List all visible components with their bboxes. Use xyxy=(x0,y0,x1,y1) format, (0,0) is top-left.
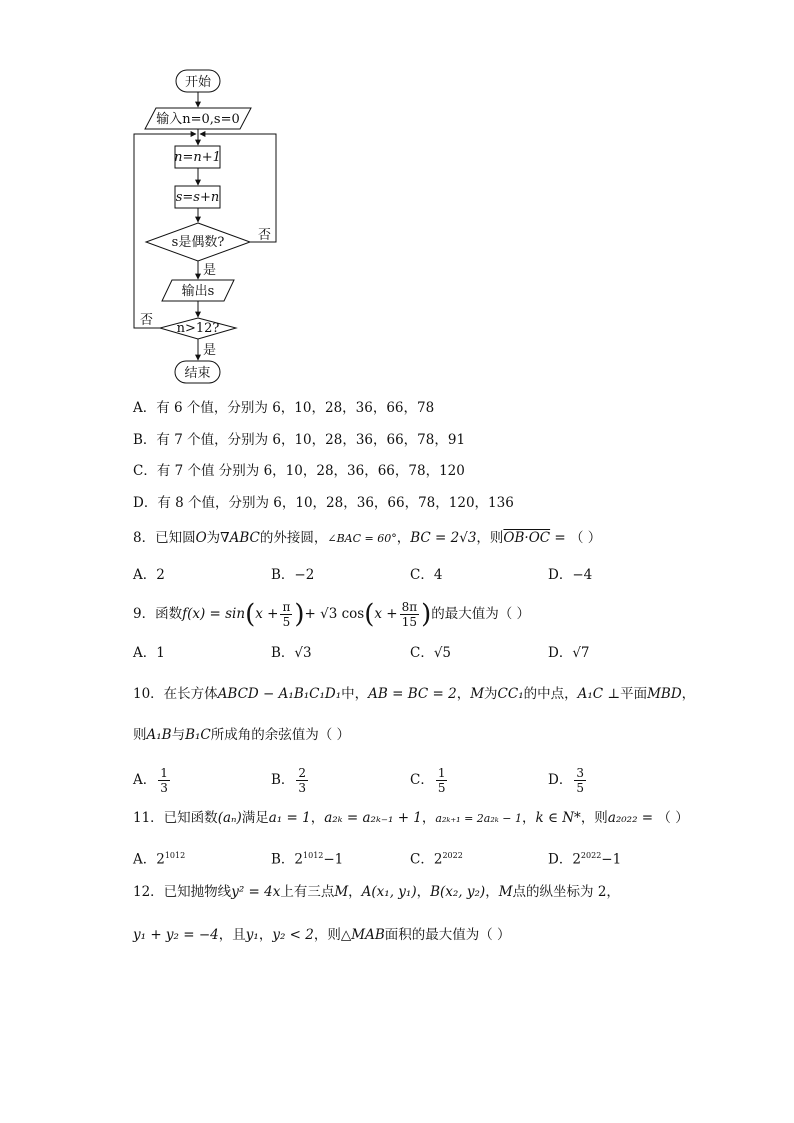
decision-even-label: s是偶数? xyxy=(171,235,225,250)
q9-frac-8pi15: $\frac{8\pi}{15}$ xyxy=(401,600,418,629)
q12-text-f: 面积的最大值为（ ） xyxy=(384,927,511,943)
q12-line2 xyxy=(133,925,511,945)
q8-text-b: 为 xyxy=(206,530,221,546)
q11-a2022: a₂₀₂₂ xyxy=(607,810,638,826)
q10-option-c: C． $\frac{1}{5}$ xyxy=(410,766,446,795)
q10-text-g: 则 xyxy=(133,727,147,743)
q11-sep3: ， xyxy=(521,810,536,826)
q8-tail: = （ ） xyxy=(550,530,602,546)
q12-sep2: ， xyxy=(416,884,431,900)
q10-line1 xyxy=(133,684,695,704)
q8-option-d: D．−4 xyxy=(548,567,593,583)
q9-number: 9． xyxy=(133,606,156,622)
q12-m: M xyxy=(334,884,349,900)
q12-sep4: ， xyxy=(258,927,273,943)
no-label-1: 否 xyxy=(258,228,272,243)
step-n-label: n=n+1 xyxy=(174,150,221,165)
q12-text-b: 上有三点 xyxy=(280,884,335,900)
q10-cc1: CC₁ xyxy=(497,686,524,702)
q9-option-c: C．√5 xyxy=(410,645,452,661)
q11-sep2: ， xyxy=(421,810,436,826)
output-label: 输出s xyxy=(181,284,215,299)
q10-text-b: 中， xyxy=(341,686,369,702)
q9-option-b: B．√3 xyxy=(271,645,312,661)
q8-sep: ， xyxy=(396,530,411,546)
q10-text-a: 10．在长方体 xyxy=(133,686,218,702)
q8-text-a: 已知圆 xyxy=(155,530,196,546)
q9-tail: 的最大值为（ ） xyxy=(431,606,531,622)
q12-sep1: ， xyxy=(348,884,362,900)
yes-label-2: 是 xyxy=(203,343,217,358)
q8-text-c: 的外接圆， xyxy=(259,530,328,546)
q11-a1: a₁ = 1 xyxy=(268,810,311,826)
q8-text-d: ，则 xyxy=(476,530,504,546)
q7-option-b: B．有 7 个值，分别为 6，10，28，36，66，78，91 xyxy=(133,432,466,448)
q10-text-f: ， xyxy=(681,686,696,702)
q9-x1: x + xyxy=(255,606,279,622)
q12-text-d: ，且 xyxy=(218,927,246,943)
q10-text-i: 所成角的余弦值为（ ） xyxy=(210,727,351,743)
q12-sep3: ， xyxy=(485,884,499,900)
q11-option-b: B．$2^{1012}-1$ xyxy=(271,851,344,868)
q12-point-b: B(x₂, y₂) xyxy=(430,884,486,900)
flowchart xyxy=(0,0,300,395)
q9-fx: f(x) = sin xyxy=(182,606,246,622)
q10-text-e: 平面 xyxy=(620,686,648,702)
q12-y2lt: y₂ < 2 xyxy=(272,927,314,943)
q10-a1c: A₁C ⊥ xyxy=(577,686,621,702)
q9-text-a: 函数 xyxy=(155,606,183,622)
q8-option-c: C．4 xyxy=(410,567,443,583)
q7-option-c: C．有 7 个值 分别为 6，10，28，36，66，78，120 xyxy=(133,463,465,479)
q11-option-c: C．$2^{2022}$ xyxy=(410,851,463,868)
q12-y1: y₁ xyxy=(245,927,259,943)
q11-option-a: A．$2^{1012}$ xyxy=(133,851,186,868)
q11-a2k1: a₂ₖ₊₁ = 2a₂ₖ − 1 xyxy=(435,812,522,825)
q7-option-d: D．有 8 个值，分别为 6，10，28，36，66，78，120，136 xyxy=(133,495,514,511)
q9-option-d: D．√7 xyxy=(548,645,590,661)
q11-an: (aₙ) xyxy=(217,810,242,826)
q12-text-c: 点的纵坐标为 2， xyxy=(512,884,620,900)
q8-angle: ∠BAC = 60° xyxy=(327,532,397,545)
q10-sep: ， xyxy=(456,686,471,702)
q7-option-a: A．有 6 个值，分别为 6，10，28，36，66，78 xyxy=(133,400,435,416)
q11-tail: = （ ） xyxy=(637,810,689,826)
q9-x2: x + xyxy=(374,606,398,622)
q10-a1b: A₁B xyxy=(146,727,172,743)
q12-sum: y₁ + y₂ = −4 xyxy=(133,927,219,943)
q12-text-e: ，则 xyxy=(313,927,341,943)
q12-text-a: 12．已知抛物线 xyxy=(133,884,232,900)
decision-n-label: n>12? xyxy=(176,321,220,336)
q11-sep1: ， xyxy=(310,810,325,826)
q8-bc: BC = 2√3 xyxy=(410,530,477,546)
input-label: 输入n=0,s=0 xyxy=(156,112,240,127)
q10-option-a: A． $\frac{1}{3}$ xyxy=(133,766,168,795)
q12-parabola: y² = 4x xyxy=(231,884,281,900)
q10-text-c: 为 xyxy=(484,686,498,702)
q10-mbd: MBD xyxy=(647,686,682,702)
q10-line2 xyxy=(133,725,350,745)
q11-option-d: D．$2^{2022}-1$ xyxy=(548,851,622,868)
q8-stem xyxy=(133,528,601,549)
q9-mid: + √3 cos xyxy=(304,606,365,622)
q9-frac-pi5: $\frac{\pi}{5}$ xyxy=(282,600,291,629)
q10-text-h: 与 xyxy=(171,727,186,743)
q10-text-d: 的中点， xyxy=(523,686,578,702)
q11-stem xyxy=(133,808,689,829)
q12-line1 xyxy=(133,882,620,902)
q8-dot-product: OB·OC xyxy=(503,530,551,546)
q11-text-c: ，则 xyxy=(580,810,608,826)
start-label: 开始 xyxy=(184,75,212,90)
q12-triangle: △MAB xyxy=(340,927,385,943)
q12-point-a: A(x₁, y₁) xyxy=(361,884,417,900)
q10-ab: AB = BC = 2 xyxy=(368,686,457,702)
q8-number: 8． xyxy=(133,530,156,546)
yes-label-1: 是 xyxy=(203,263,217,278)
end-label: 结束 xyxy=(184,366,211,381)
q8-circle-o: O xyxy=(195,530,207,546)
q10-option-b: B． $\frac{2}{3}$ xyxy=(271,766,307,795)
q10-m: M xyxy=(470,686,485,702)
q11-text-a: 11．已知函数 xyxy=(133,810,218,826)
step-s-label: s=s+n xyxy=(175,190,220,205)
q11-a2k: a₂ₖ = a₂ₖ₋₁ + 1 xyxy=(324,810,422,826)
q8-triangle: ∇ABC xyxy=(220,530,260,546)
q8-option-b: B．−2 xyxy=(271,567,315,583)
q11-text-b: 满足 xyxy=(241,810,269,826)
q11-kin: k ∈ N* xyxy=(535,810,581,826)
q9-stem: 9．函数f(x) = sin(x + $\frac{\pi}{5}$ )+ √3 cos(x + $\frac{8\pi}{15}$ )的最大值为（ ） xyxy=(133,599,531,630)
q12-m2: M xyxy=(498,884,513,900)
q10-b1c: B₁C xyxy=(185,727,211,743)
no-label-2: 否 xyxy=(140,313,154,328)
q9-option-a: A．1 xyxy=(133,645,165,661)
q10-option-d: D． $\frac{3}{5}$ xyxy=(548,766,584,795)
q10-box: ABCD − A₁B₁C₁D₁ xyxy=(217,686,342,702)
q8-option-a: A．2 xyxy=(133,567,165,583)
